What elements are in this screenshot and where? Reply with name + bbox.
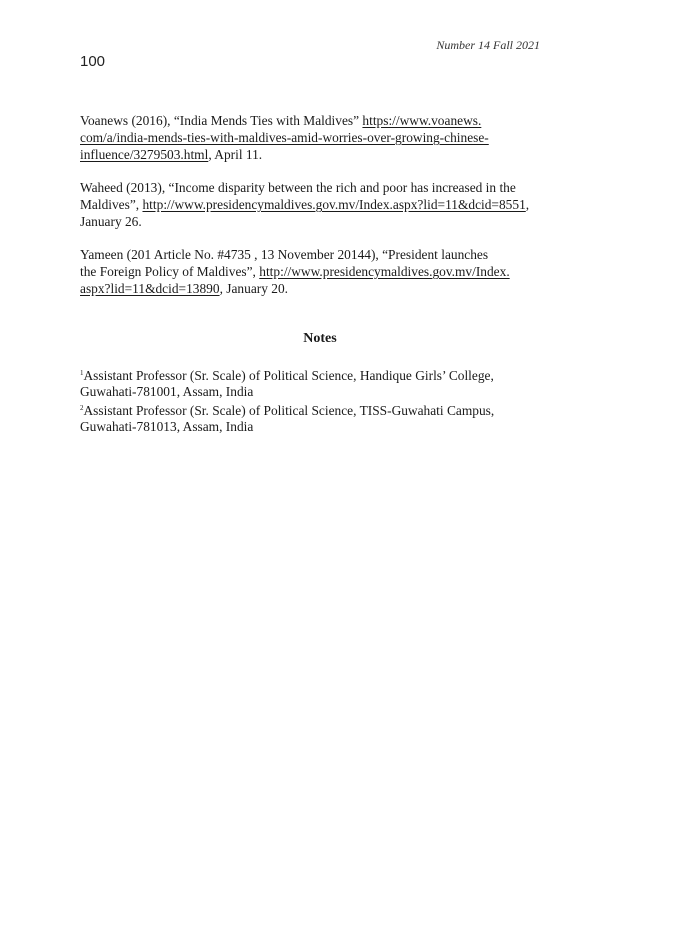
- notes-heading: Notes: [303, 331, 337, 346]
- note-text: Guwahati-781001, Assam, India: [80, 384, 254, 399]
- reference-line: [80, 146, 560, 163]
- reference-text: Maldives”,: [80, 197, 143, 212]
- reference-text: January 26.: [80, 214, 142, 229]
- note-item: [80, 400, 560, 435]
- running-header: Number 14 Fall 2021: [436, 38, 540, 52]
- reference-link[interactable]: https://www.voanews.: [362, 113, 482, 128]
- note-text: Guwahati-781013, Assam, India: [80, 419, 254, 434]
- note-text: Assistant Professor (Sr. Scale) of Political Science, TISS-Guwahati Campus,: [83, 403, 495, 418]
- reference-text: , January 20.: [219, 281, 289, 296]
- references-list: [80, 112, 560, 313]
- note-line: [80, 365, 560, 384]
- reference-link[interactable]: http://www.presidencymaldives.gov.mv/Index.: [259, 264, 510, 279]
- note-line: [80, 384, 560, 400]
- note-text: Assistant Professor (Sr. Scale) of Political Science, Handique Girls’ College,: [83, 368, 494, 383]
- reference-text: the Foreign Policy of Maldives”,: [80, 264, 260, 279]
- reference-line: [80, 213, 560, 230]
- reference-link[interactable]: http://www.presidencymaldives.gov.mv/Index.aspx?lid=11&dcid=8551: [142, 197, 526, 212]
- reference-line: [80, 196, 560, 213]
- reference-link[interactable]: influence/3279503.html: [80, 147, 209, 162]
- reference-link[interactable]: aspx?lid=11&dcid=13890: [80, 281, 220, 296]
- reference-text: Voanews (2016), “India Mends Ties with Maldives”: [80, 113, 363, 128]
- reference-line: [80, 129, 560, 146]
- reference-line: [80, 179, 560, 196]
- note-number: 1: [80, 369, 84, 377]
- reference-link[interactable]: com/a/india-mends-ties-with-maldives-amid-worries-over-growing-chinese-: [80, 130, 489, 145]
- reference-text: , April 11.: [208, 147, 263, 162]
- page-number: 100: [80, 53, 106, 70]
- reference-text: Yameen (201 Article No. #4735 , 13 November 20144), “President launches: [80, 247, 489, 262]
- reference-item: [80, 112, 560, 163]
- reference-line: [80, 263, 560, 280]
- reference-line: [80, 246, 560, 263]
- note-line: [80, 400, 560, 419]
- reference-item: [80, 246, 560, 297]
- reference-line: [80, 112, 560, 129]
- reference-item: [80, 179, 560, 230]
- note-number: 2: [80, 404, 84, 412]
- reference-text: ,: [525, 197, 530, 212]
- note-line: [80, 419, 560, 435]
- reference-text: Waheed (2013), “Income disparity between the rich and poor has increased in the: [80, 180, 516, 195]
- reference-line: [80, 280, 560, 297]
- notes-list: [80, 365, 560, 435]
- note-item: [80, 365, 560, 400]
